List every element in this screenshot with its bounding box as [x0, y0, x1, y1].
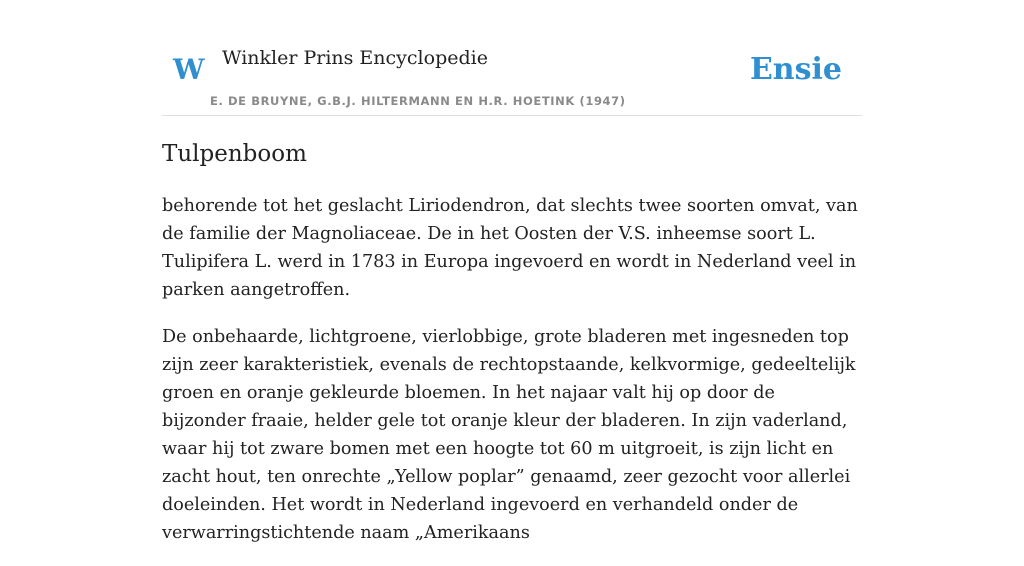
page-header [162, 0, 862, 116]
publication-logo-icon[interactable]: W [173, 53, 205, 86]
publication-authors: E. DE BRUYNE, G.B.J. HILTERMANN EN H.R. HOETINK (1947) [210, 94, 626, 108]
entry-content [162, 192, 862, 566]
article-container [162, 0, 862, 543]
publication-title[interactable]: Winkler Prins Encyclopedie [222, 47, 488, 69]
entry-paragraph: behorende tot het geslacht Liriodendron, dat slechts twee soorten omvat, van de familie der Magnoliaceae. De in het Oosten der V.S. inheemse soort L. Tulipifera L. werd in 1783 in Europa ingevoerd en wordt in Nederland veel in parken aangetroffen. [162, 196, 858, 300]
brand-logo[interactable]: Ensie [749, 52, 842, 87]
entry-paragraph: De onbehaarde, lichtgroene, vierlobbige, grote bladeren met ingesneden top zijn zeer karakteristiek, evenals de rechtopstaande, kelkvormige, gedeeltelijk groen en oranje gekleurde bloemen. In het najaar valt hij op door de bijzonder fraaie, helder gele tot oranje kleur der bladeren. In zijn vaderland, waar hij tot zware bomen met een hoogte tot 60 m uitgroeit, is zijn licht en zacht hout, ten onrechte „Yellow poplar” genaamd, zeer gezocht voor allerlei doeleinden. Het wordt in Nederland ingevoerd en verhandeld onder de verwarringstichtende naam „Amerikaans [162, 327, 856, 543]
entry-title: Tulpenboom [162, 141, 307, 167]
